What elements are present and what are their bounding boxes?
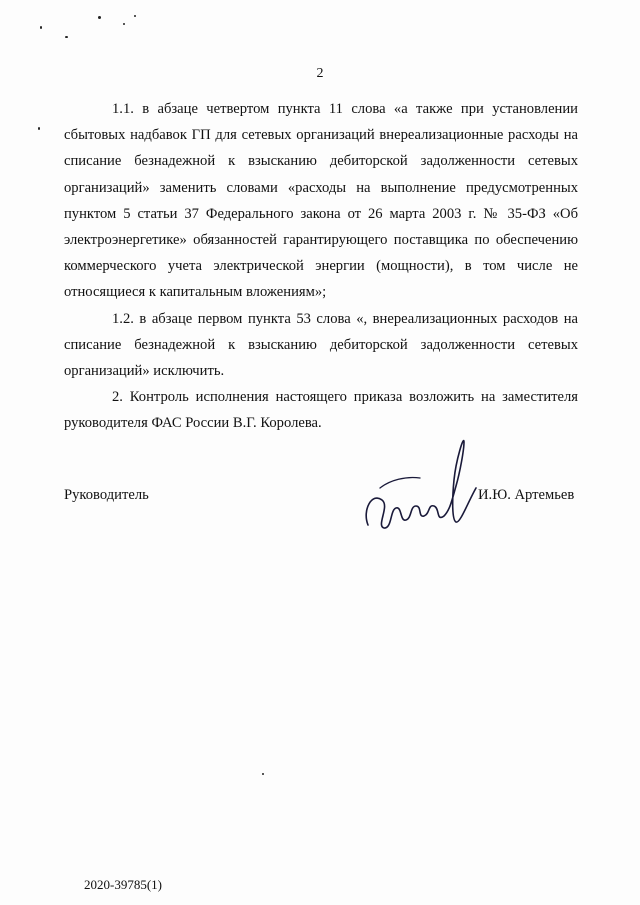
page-number: 2 (316, 66, 324, 81)
scan-speck (134, 15, 136, 17)
scan-speck (38, 127, 40, 130)
scan-speck (40, 26, 42, 29)
paragraph-1-1: 1.1. в абзаце четвертом пункта 11 слова «а также при установлении сбытовых надбавок ГП для сетевых организаций внереализационные расходы на списание безнадежной к взысканию дебиторской задолженности сетевых организаций» заменить словами «расходы на выполнение предусмотренных пунктом 5 статьи 37 Федерального закона от 26 марта 2003 г. № 35-ФЗ «Об электроэнергетике» обязанностей гарантирующего поставщика по обеспечению коммерческого учета электрической энергии (мощности), в том числе не относящиеся к капитальным вложениям»; (64, 101, 578, 301)
signatory-name: И.Ю. Артемьев (478, 487, 575, 503)
scan-speck (123, 23, 125, 25)
document-code: 2020-39785(1) (84, 877, 162, 892)
signatory-position: Руководитель (64, 487, 149, 503)
handwritten-signature (360, 430, 480, 540)
paragraph-2: 2. Контроль исполнения настоящего приказа возложить на заместителя руководителя ФАС России В.Г. Королева. (64, 389, 578, 432)
paragraph-1-2: 1.2. в абзаце первом пункта 53 слова «, внереализационных расходов на списание безнадежной к взысканию дебиторской задолженности сетевых организаций» исключить. (64, 310, 578, 380)
scan-speck (262, 773, 264, 775)
document-body (64, 96, 578, 437)
scan-speck (98, 16, 101, 19)
scan-speck (65, 36, 68, 38)
